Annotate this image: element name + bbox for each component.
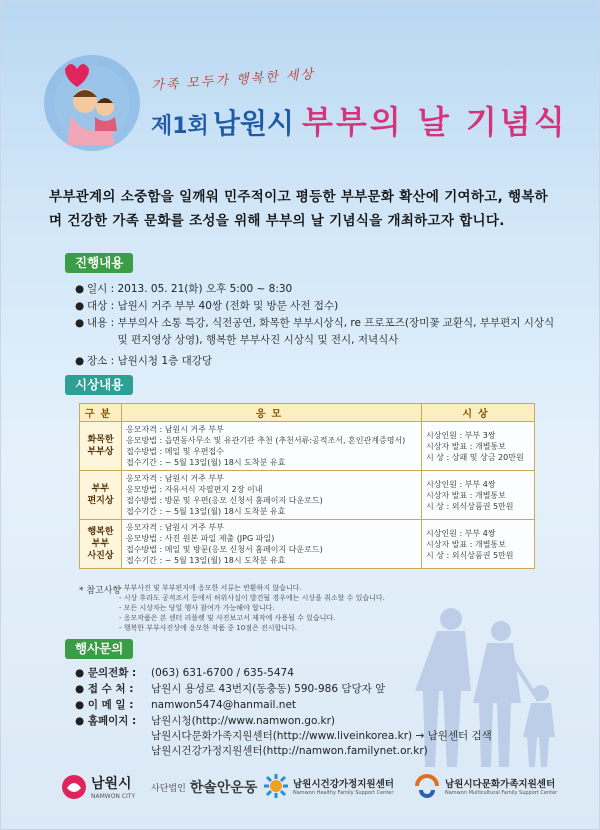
program-key: 장소 :: [87, 355, 118, 367]
note-item: - 부부사진 및 부부편지에 응모한 서류는 반환하지 않습니다.: [119, 584, 302, 592]
contact-phone-key: ● 문의전화 :: [75, 667, 137, 679]
program-key: 내용 :: [87, 317, 118, 329]
logo-namwon-city: [61, 773, 135, 800]
section-label-contact: 행사문의: [65, 639, 133, 659]
header: [1, 1, 600, 171]
award-details: 응모자격 : 남원시 거주 부부 응모방법 : 사진 원본 파일 제출 (JPG 파일) 접수방법 : 메일 및 방문(응모 신청서 홈페이지 다운로드) 접수기간 : ~ 5월 13일(월) 18시 도착분 유효: [122, 520, 422, 569]
award-details: 응모자격 : 남원시 거주 부부 응모방법 : 읍면동사무소 및 유관기관 추천 (추천서류:공적조서, 혼인관계증명서) 접수방법 : 메일 및 우편접수 접수기간 : ~ 5월 13일(월) 18시 도착분 유효: [122, 422, 422, 471]
program-value: 부부의사 소통 특강, 식전공연, 화목한 부부시상식, re 프로포즈(장미꽃 교환식, 부부편지 시상식 및 편지영상 상영), 행복한 부부사진 시상식 및 전시, 저녁식사: [117, 317, 555, 346]
contact-row: [75, 665, 545, 681]
note-item: - 응모작품은 본 센터 리플렛 및 사진보고서 제작에 사용될 수 있습니다.: [119, 614, 336, 622]
footer: [1, 761, 600, 830]
contact-phone: (063) 631-6700 / 635-5474: [151, 667, 294, 679]
contact-homepage-key: ● 홈페이지 :: [75, 715, 137, 727]
table-row: [80, 422, 535, 471]
award-prize: 시상인원 : 부부 3쌍 시상자 발표 : 개별통보 시 상 : 상패 및 상금 20만원: [422, 422, 535, 471]
program-item: [75, 353, 555, 370]
logo2-prefix: 사단법인: [151, 783, 186, 794]
contact-address: 남원시 용성로 43번지(동충동) 590-986 담당자 앞: [151, 683, 386, 695]
program-item: [75, 315, 555, 349]
family-illustration: [37, 45, 147, 155]
contact-info: [75, 665, 545, 759]
page-title: [151, 97, 568, 143]
program-value: 남원시 거주 부부 40쌍 (전화 및 방문 사전 접수): [117, 300, 339, 312]
notes-label: * 참고사항: [79, 586, 122, 596]
program-key: 일시 :: [87, 283, 118, 295]
logo-healthy-family-center: [263, 773, 394, 799]
title-city: 남원시: [212, 107, 294, 140]
contact-email[interactable]: namwon5474@hanmail.net: [151, 699, 297, 711]
logo4-sub: Namwon Multicultural Family Support Center: [445, 790, 558, 796]
tagline: 가족 모두가 행복한 세상: [150, 67, 316, 94]
logo3-sub: Namwon Healthy Family Support Center: [293, 790, 394, 796]
award-category: 화목한 부부상: [80, 422, 122, 471]
logo1-sub: NAMWON CITY: [91, 793, 136, 800]
table-row: [80, 471, 535, 520]
intro-text: 부부관계의 소중함을 일깨워 민주적이고 평등한 부부문화 확산에 기여하고, 행복하며 건강한 가족 문화를 조성을 위해 부부의 날 기념식을 개최하고자 합니다.: [49, 189, 549, 229]
section-label-awards: 시상내용: [65, 375, 133, 395]
note-item: - 시상 후라도 공적조서 등에서 허위사실이 발견될 경우에는 시상을 취소할 수 있습니다.: [119, 594, 385, 602]
award-prize: 시상인원 : 부부 4쌍 시상자 발표 : 개별통보 시 상 : 외식상품권 5만원: [422, 520, 535, 569]
bullet-icon: ●: [75, 283, 85, 295]
contact-homepage[interactable]: 남원시다문화가족지원센터(http://www.liveinkorea.kr) → 남원센터 검색: [151, 730, 492, 742]
awards-table: [79, 403, 535, 569]
section-label-program: 진행내용: [65, 253, 133, 273]
contact-address-key: ● 접 수 처 :: [75, 683, 134, 695]
logo2-name: 한솔안운동: [189, 780, 258, 796]
logo-hansol: [151, 777, 257, 797]
column-header-prize: 시상: [422, 404, 535, 422]
contact-row: [75, 697, 545, 713]
award-details: 응모자격 : 남원시 거주 부부 응모방법 : 자유서식 자필편지 2장 이내 접수방법 : 방문 및 우편(응모 신청서 홈페이지 다운로드) 접수기간 : ~ 5월 13일(월) 18시 도착분 유효: [122, 471, 422, 520]
note-item: - 모든 시상자는 당일 행사 참여가 가능해야 합니다.: [119, 604, 275, 612]
award-category: 부부 편지상: [80, 471, 122, 520]
program-key: 대상 :: [87, 300, 118, 312]
program-item: [75, 281, 555, 298]
title-edition: 제1회: [151, 114, 209, 139]
column-header-entry: 응모: [122, 404, 422, 422]
award-prize: 시상인원 : 부부 4쌍 시상자 발표 : 개별통보 시 상 : 외식상품권 5만원: [422, 471, 535, 520]
column-header-category: 구분: [80, 404, 122, 422]
bullet-icon: ●: [75, 300, 85, 312]
program-list: [75, 281, 555, 370]
multicultural-logo-icon: [413, 773, 441, 799]
program-item: [75, 298, 555, 315]
bullet-icon: ●: [75, 355, 85, 367]
award-category: 행복한 부부 사진상: [80, 520, 122, 569]
logo-multicultural-center: [413, 773, 557, 799]
namwon-city-logo-icon: [61, 774, 87, 800]
title-main: 부부의 날 기념식: [301, 103, 568, 141]
table-row: [80, 520, 535, 569]
bullet-icon: ●: [75, 317, 85, 329]
contact-homepage[interactable]: 남원시청(http://www.namwon.go.kr): [151, 715, 336, 727]
contact-row: [75, 681, 545, 697]
sun-logo-icon: [263, 773, 289, 799]
program-value: 2013. 05. 21(화) 오후 5:00 ~ 8:30: [117, 283, 293, 295]
logo3-name: 남원시건강가정지원센터: [293, 779, 394, 790]
contact-homepage[interactable]: 남원시건강가정지원센터(http://namwon.familynet.or.kr): [151, 745, 428, 757]
contact-email-key: ● 이 메 일 :: [75, 699, 134, 711]
contact-row: [75, 713, 545, 729]
note-item: - 행복한 부부사진상에 응모한 작품 중 10점은 전시합니다.: [119, 624, 297, 632]
table-header-row: [80, 404, 535, 422]
logo1-name: 남원시: [91, 776, 132, 792]
logo4-name: 남원시다문화가족지원센터: [445, 779, 556, 790]
program-value: 남원시청 1층 대강당: [117, 355, 212, 367]
